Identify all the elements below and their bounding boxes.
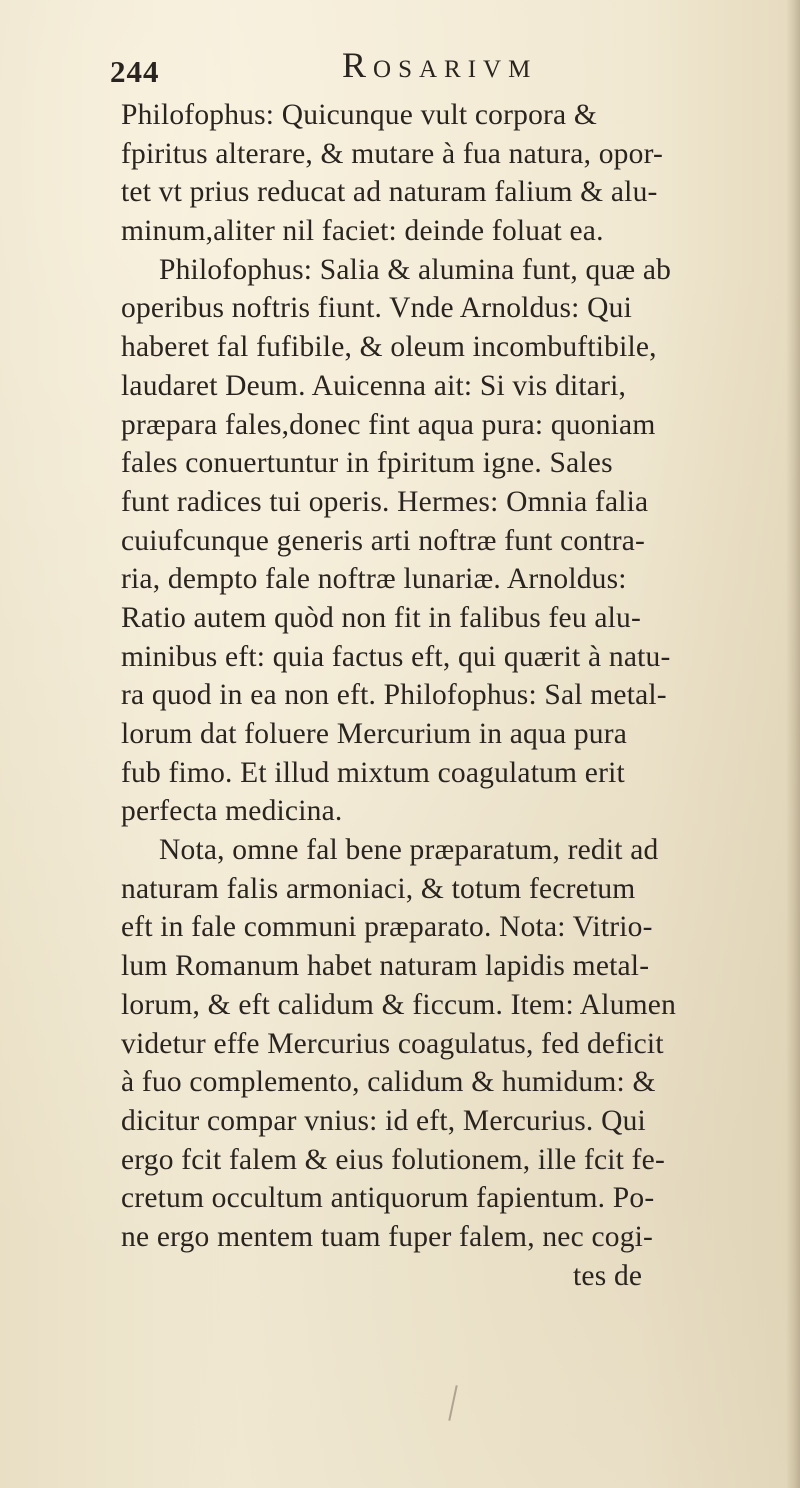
text-line: operibus noftris fiunt. Vnde Arnoldus: Qui	[121, 292, 632, 325]
text-line: fales conuertuntur in fpiritum igne. Sales	[121, 447, 613, 480]
text-line: à fuo complemento, calidum & humidum: &	[121, 1066, 656, 1099]
text-line: ne ergo mentem tuam fuper falem, nec cogi-	[121, 1220, 654, 1253]
page-header	[110, 44, 670, 92]
body-text	[121, 96, 786, 1295]
text-line: lorum dat foluere Mercurium in aqua pura	[121, 718, 628, 750]
text-line: Philofophus: Salia & alumina funt, quæ ab	[159, 253, 672, 286]
running-title: Rosarivm	[342, 45, 538, 85]
text-line: dicitur compar vnius: id eft, Mercurius. Qui	[121, 1104, 646, 1137]
text-line: videtur effe Mercurius coagulatus, fed deficit	[121, 1027, 664, 1060]
text-line: funt radices tui operis. Hermes: Omnia falia	[121, 485, 649, 518]
text-line: ergo fcit falem & eius folutionem, ille fcit fe-	[121, 1143, 665, 1176]
page-number: 244	[110, 54, 160, 89]
catchword: tes de	[573, 1259, 643, 1292]
text-line: naturam falis armoniaci, & totum fecretum	[121, 872, 636, 905]
text-line: fub fimo. Et illud mixtum coagulatum erit	[121, 756, 625, 789]
text-line: cuiufcunque generis arti noftræ funt contra-	[121, 524, 646, 557]
text-line: lum Romanum habet naturam lapidis metal-	[121, 950, 650, 983]
text-line: Nota, omne fal bene præparatum, redit ad	[159, 834, 659, 867]
text-line: ria, dempto fale noftræ lunariæ. Arnoldus:	[121, 563, 627, 596]
text-line: eft in fale communi præparato. Nota: Vitrio-	[121, 911, 653, 944]
text-line: laudaret Deum. Auicenna ait: Si vis ditari,	[121, 369, 627, 402]
text-line: tet vt prius reducat ad naturam falium & alu-	[121, 176, 658, 209]
text-line: fpiritus alterare, & mutare à fua natura, opor-	[121, 137, 664, 170]
page-edge-shadow	[786, 0, 800, 1488]
text-line: haberet fal fufibile, & oleum incombuftibile,	[121, 331, 657, 364]
text-line: minibus eft: quia factus eft, qui quærit à natu-	[121, 640, 671, 673]
text-line: Ratio autem quòd non fit in falibus feu alu-	[121, 601, 642, 634]
ink-mark	[448, 1385, 457, 1421]
text-line: perfecta medicina.	[121, 795, 343, 828]
text-line: præpara fales,donec fint aqua pura: quoniam	[121, 408, 656, 441]
text-line: lorum, & eft calidum & ficcum. Item: Alumen	[121, 988, 677, 1021]
text-line: Philofophus: Quicunque vult corpora &	[121, 99, 598, 131]
text-line: cretum occultum antiquorum fapientum. Po-	[121, 1182, 655, 1215]
text-line: ra quod in ea non eft. Philofophus: Sal metal-	[121, 679, 667, 712]
text-line: minum,aliter nil faciet: deinde foluat ea.	[121, 215, 604, 248]
